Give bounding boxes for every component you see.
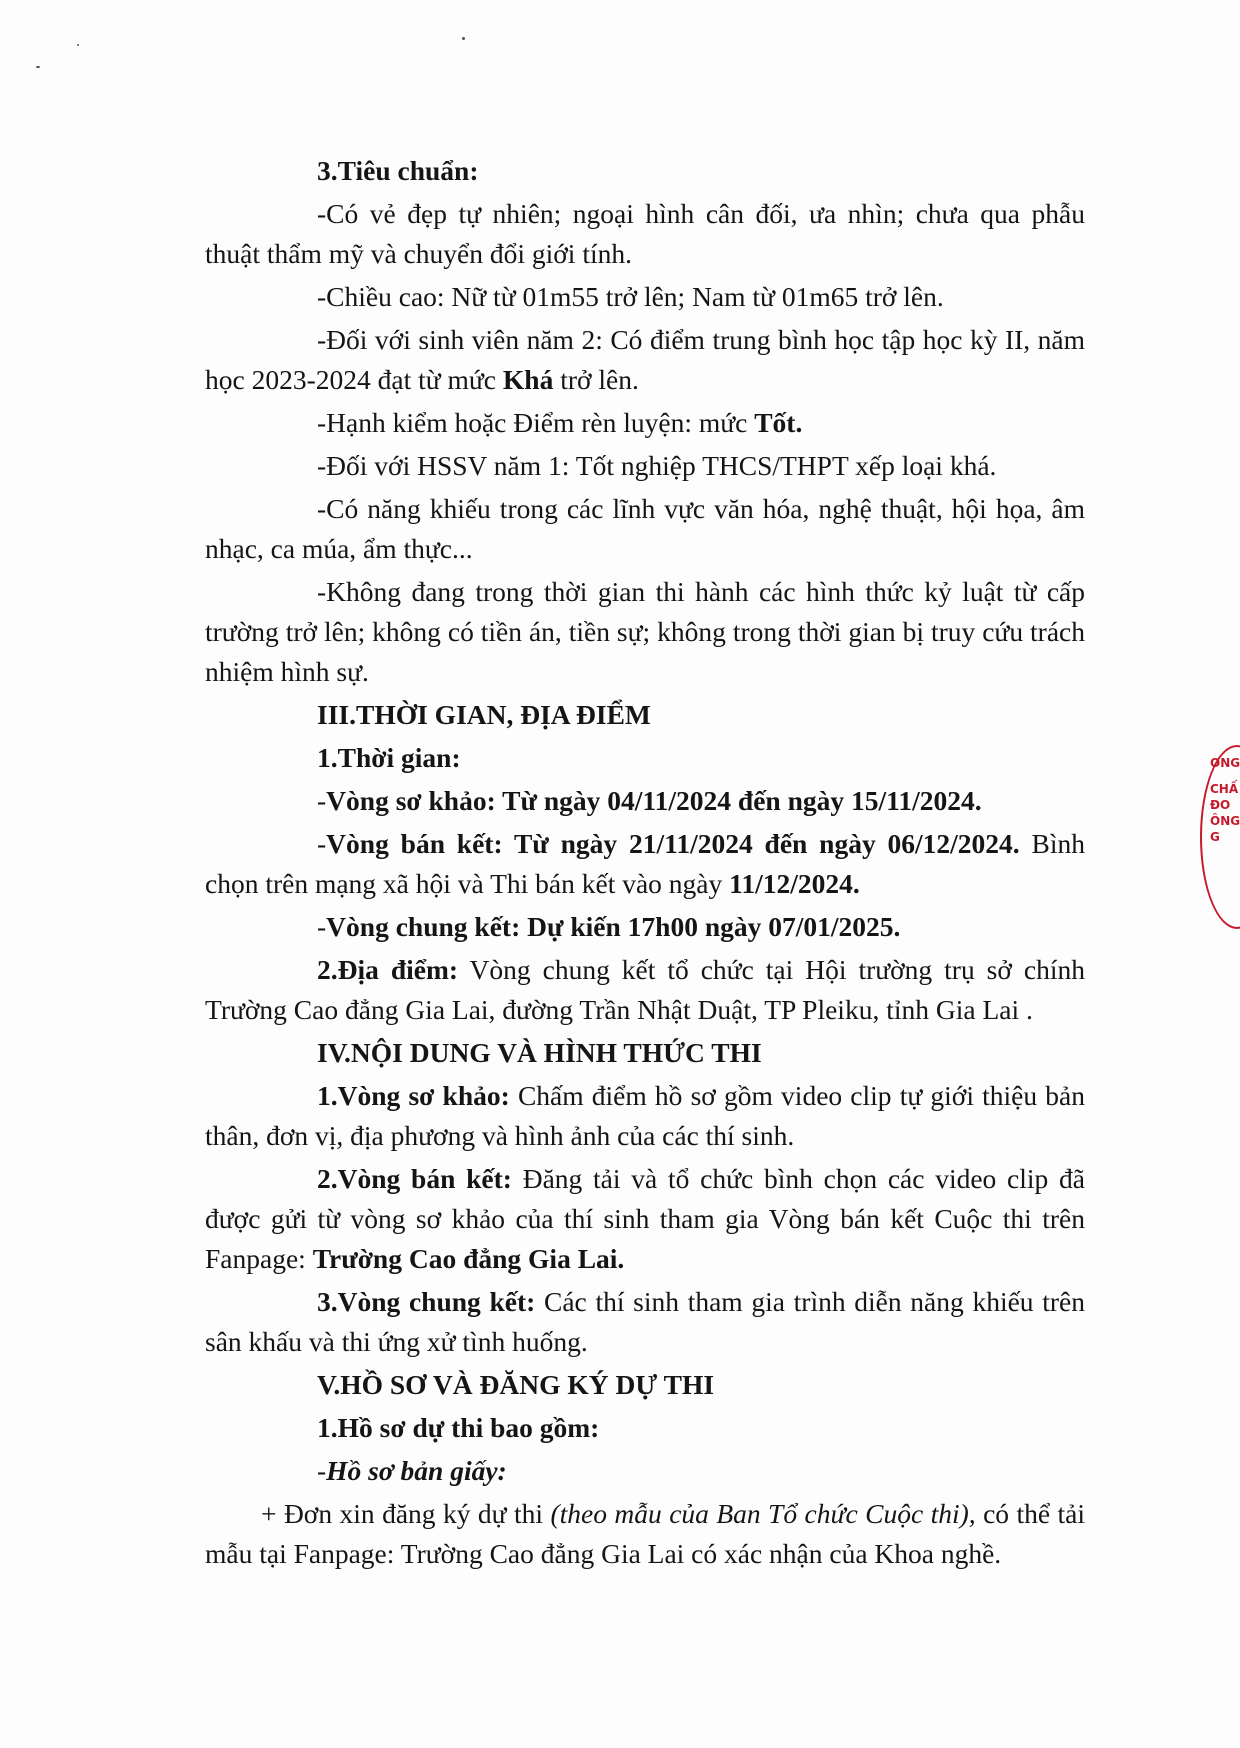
criteria-text: Không đang trong thời gian thi hành các hình thức kỷ luật từ cấp trường trở lên; không có tiền án, tiền sự; không trong thời gian bị truy cứu trách nhiệm hình sự. xyxy=(205,576,1085,687)
format-item xyxy=(205,1159,1085,1279)
criteria-item xyxy=(205,403,1085,443)
dash-bullet: - xyxy=(317,198,327,229)
section-heading xyxy=(205,1033,1085,1073)
criteria-text: Hạnh kiểm hoặc Điểm rèn luyện: mức xyxy=(326,407,755,438)
heading-title: HỒ SƠ VÀ ĐĂNG KÝ DỰ THI xyxy=(340,1369,715,1400)
stamp-line: G xyxy=(1210,830,1220,844)
dash-bullet: - xyxy=(317,911,327,942)
item-text: Đăng tải và tổ chức bình chọn các video clip đã được gửi từ vòng sơ khảo của thí sinh tham gia Vòng bán kết Cuộc thi trên Fanpage: xyxy=(205,1163,1085,1274)
red-stamp xyxy=(1200,745,1240,925)
dash-bullet: - xyxy=(317,450,327,481)
heading-number: 1. xyxy=(317,1412,338,1443)
criteria-item xyxy=(205,194,1085,274)
dash-bullet: - xyxy=(317,324,327,355)
criteria-text: Đối với sinh viên năm 2: Có điểm trung bình học tập học kỳ II, năm học 2023-2024 đạt từ mức xyxy=(205,324,1085,395)
subsection-heading xyxy=(205,738,1085,778)
section-heading xyxy=(205,695,1085,735)
paper-heading xyxy=(205,1451,1085,1491)
item-number: 2. xyxy=(317,1163,338,1194)
heading-number: 1. xyxy=(317,742,338,773)
stamp-line: CHẤ xyxy=(1210,782,1239,796)
stamp-text xyxy=(1210,755,1240,845)
section-heading xyxy=(205,151,1085,191)
round-text: Vòng chung kết: Dự kiến 17h00 ngày 07/01/2025. xyxy=(326,911,901,942)
form-italic: (theo mẫu của Ban Tổ chức Cuộc thi), xyxy=(550,1498,976,1529)
item-number: 1. xyxy=(317,1080,338,1111)
stamp-line: ĐO xyxy=(1210,798,1231,812)
criteria-item xyxy=(205,446,1085,486)
criteria-text: Có năng khiếu trong các lĩnh vực văn hóa, nghệ thuật, hội họa, âm nhạc, ca múa, ẩm thực... xyxy=(205,493,1085,564)
round-text: Vòng bán kết: Từ ngày 21/11/2024 đến ngày 06/12/2024. xyxy=(326,828,1020,859)
round-detail: Bình chọn trên mạng xã hội và Thi bán kết vào ngày xyxy=(205,828,1085,899)
heading-title: THỜI GIAN, ĐỊA ĐIỂM xyxy=(355,699,651,730)
place-title: Địa điểm: xyxy=(337,954,459,985)
criteria-text: Có vẻ đẹp tự nhiên; ngoại hình cân đối, ưa nhìn; chưa qua phẫu thuật thẩm mỹ và chuyển đổi giới tính. xyxy=(205,198,1085,269)
form-item xyxy=(205,1494,1085,1574)
section-heading xyxy=(205,1365,1085,1405)
scan-speck xyxy=(77,44,79,46)
place-item xyxy=(205,950,1085,1030)
stamp-line: ÔNG xyxy=(1210,814,1240,828)
heading-title: Thời gian: xyxy=(337,742,461,773)
item-text: Các thí sinh tham gia trình diễn năng khiếu trên sân khấu và thi ứng xử tình huống. xyxy=(205,1286,1085,1357)
scan-speck xyxy=(36,66,40,68)
dash-bullet: - xyxy=(317,281,327,312)
scan-speck xyxy=(462,37,465,40)
criteria-text-after: trở lên. xyxy=(553,364,639,395)
criteria-item xyxy=(205,320,1085,400)
criteria-text: Đối với HSSV năm 1: Tốt nghiệp THCS/THPT xếp loại khá. xyxy=(326,450,997,481)
criteria-bold: Tốt. xyxy=(754,407,803,438)
form-text-after: có thể tải mẫu tại Fanpage: Trường Cao đẳng Gia Lai có xác nhận của Khoa nghề. xyxy=(205,1498,1086,1569)
dash-bullet: - xyxy=(317,785,327,816)
criteria-item xyxy=(205,277,1085,317)
dash-bullet: - xyxy=(317,1455,327,1486)
item-text: Chấm điểm hồ sơ gồm video clip tự giới thiệu bản thân, đơn vị, địa phương và hình ảnh của các thí sinh. xyxy=(205,1080,1085,1151)
form-text: + Đơn xin đăng ký dự thi xyxy=(261,1498,551,1529)
heading-number: III. xyxy=(317,699,356,730)
format-item xyxy=(205,1076,1085,1156)
heading-number: V. xyxy=(317,1369,341,1400)
heading-number: 3. xyxy=(317,155,338,186)
document-body xyxy=(205,151,1085,1577)
criteria-item xyxy=(205,489,1085,569)
round-item xyxy=(205,781,1085,821)
criteria-bold: Khá xyxy=(502,364,554,395)
item-title: Vòng bán kết: xyxy=(337,1163,512,1194)
heading-number: 2. xyxy=(317,954,338,985)
dash-bullet: - xyxy=(317,407,327,438)
dash-bullet: - xyxy=(317,493,327,524)
subsection-heading xyxy=(205,1408,1085,1448)
round-date: 11/12/2024. xyxy=(729,868,860,899)
dash-bullet: - xyxy=(317,576,327,607)
item-bold-end: Trường Cao đẳng Gia Lai. xyxy=(312,1243,625,1274)
heading-title: NỘI DUNG VÀ HÌNH THỨC THI xyxy=(350,1037,762,1068)
heading-title: Hồ sơ dự thi bao gồm: xyxy=(337,1412,600,1443)
place-text: Vòng chung kết tổ chức tại Hội trường trụ sở chính Trường Cao đẳng Gia Lai, đường Trần Nhật Duật, TP Pleiku, tỉnh Gia Lai . xyxy=(205,954,1085,1025)
item-title: Vòng sơ khảo: xyxy=(337,1080,510,1111)
format-item xyxy=(205,1282,1085,1362)
heading-number: IV. xyxy=(317,1037,351,1068)
stamp-line: ONG xyxy=(1210,756,1240,770)
paper-title: Hồ sơ bản giấy: xyxy=(326,1455,507,1486)
item-title: Vòng chung kết: xyxy=(337,1286,536,1317)
dash-bullet: - xyxy=(317,828,327,859)
heading-title: Tiêu chuẩn: xyxy=(337,155,479,186)
round-item xyxy=(205,824,1085,904)
criteria-item xyxy=(205,572,1085,692)
round-text: Vòng sơ khảo: Từ ngày 04/11/2024 đến ngày 15/11/2024. xyxy=(326,785,982,816)
round-item xyxy=(205,907,1085,947)
item-number: 3. xyxy=(317,1286,338,1317)
criteria-text: Chiều cao: Nữ từ 01m55 trở lên; Nam từ 01m65 trở lên. xyxy=(326,281,944,312)
